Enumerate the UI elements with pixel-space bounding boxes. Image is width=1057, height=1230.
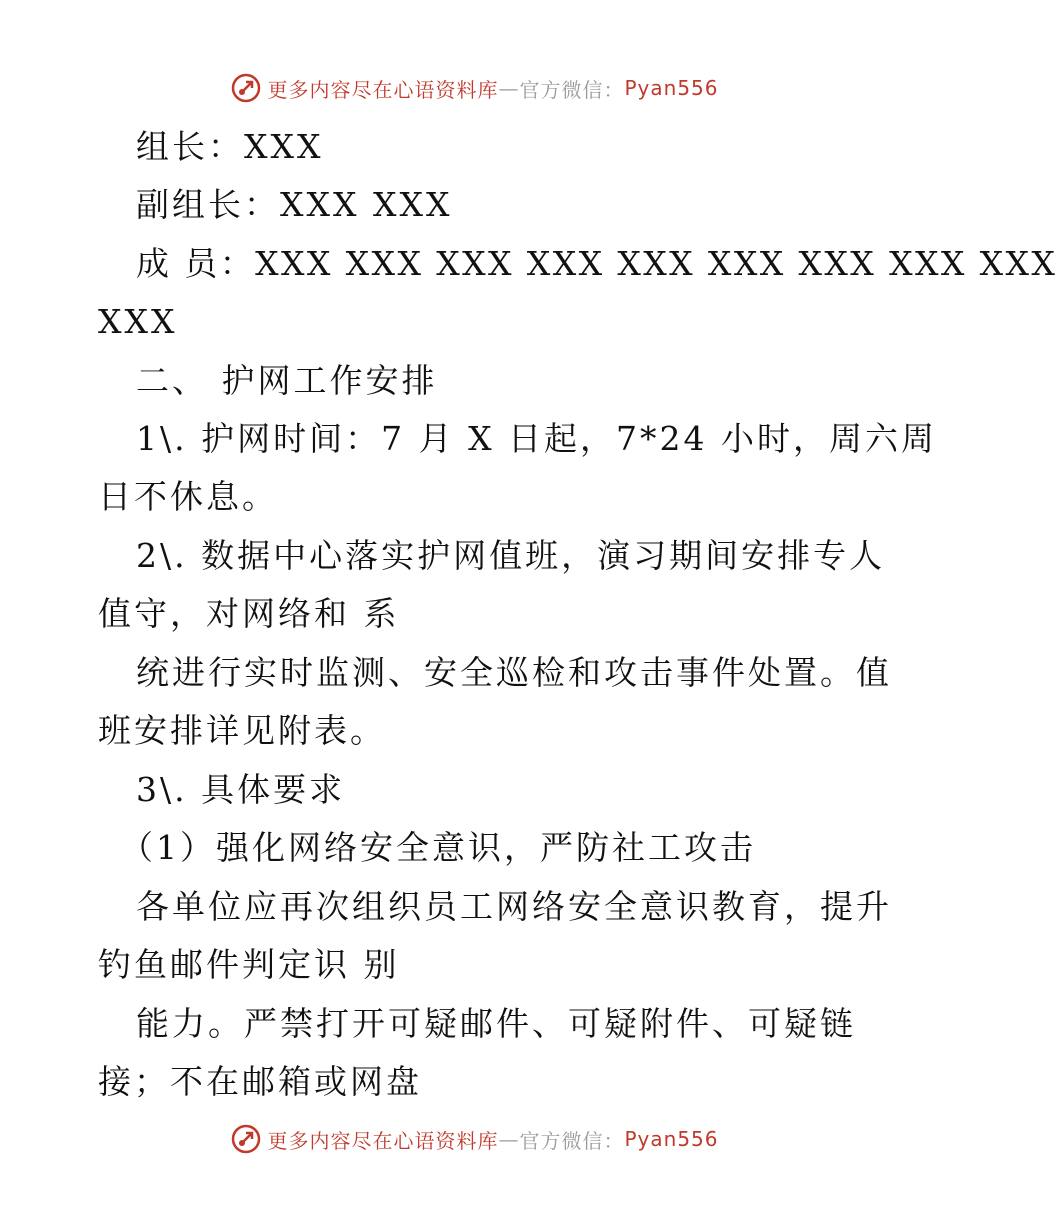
subitem-1-line: 各单位应再次组织员工网络安全意识教育，提升 — [136, 887, 892, 926]
item-3-heading: 3\. 具体要求 — [136, 770, 346, 809]
watermark-channel: 官方微信： — [519, 77, 625, 102]
watermark-wechat-id: Pyan556 — [624, 76, 719, 100]
item-2-line-cont: 值守，对网络和 系 — [98, 594, 400, 633]
item-2-line: 2\. 数据中心落实护网值班，演习期间安排专人 — [136, 536, 886, 575]
watermark-dash: — — [498, 76, 520, 100]
watermark-channel: 官方微信： — [519, 1128, 625, 1153]
section-heading-2: 二、 护网工作安排 — [136, 361, 438, 400]
watermark-main-text: 更多内容尽在心语资料库 — [267, 77, 499, 102]
logo-icon — [231, 1124, 261, 1154]
logo-icon — [231, 73, 261, 103]
watermark-main-text: 更多内容尽在心语资料库 — [267, 1128, 499, 1153]
leader-line: 组长：XXX — [136, 127, 324, 166]
item-1-line-cont: 日不休息。 — [98, 477, 278, 516]
watermark-dash: — — [498, 1127, 520, 1151]
members-line: 成 员：XXX XXX XXX XXX XXX XXX XXX XXX XXX — [136, 244, 1057, 283]
item-2-line-cont3: 班安排详见附表。 — [98, 711, 386, 750]
header-watermark — [0, 73, 950, 103]
footer-watermark — [0, 1124, 950, 1154]
subitem-1-heading: （1）强化网络安全意识，严防社工攻击 — [120, 828, 756, 867]
members-line-cont: XXX — [98, 302, 178, 341]
item-1-line: 1\. 护网时间：7 月 X 日起，7*24 小时，周六周 — [136, 419, 938, 458]
watermark-wechat-id: Pyan556 — [624, 1127, 719, 1151]
item-2-line-cont2: 统进行实时监测、安全巡检和攻击事件处置。值 — [136, 653, 892, 692]
subitem-1-line-cont2: 能力。严禁打开可疑邮件、可疑附件、可疑链 — [136, 1004, 856, 1043]
subitem-1-line-cont: 钓鱼邮件判定识 别 — [98, 945, 400, 984]
deputy-leader-line: 副组长：XXX XXX — [136, 185, 453, 224]
subitem-1-line-cont3: 接；不在邮箱或网盘 — [98, 1062, 422, 1101]
